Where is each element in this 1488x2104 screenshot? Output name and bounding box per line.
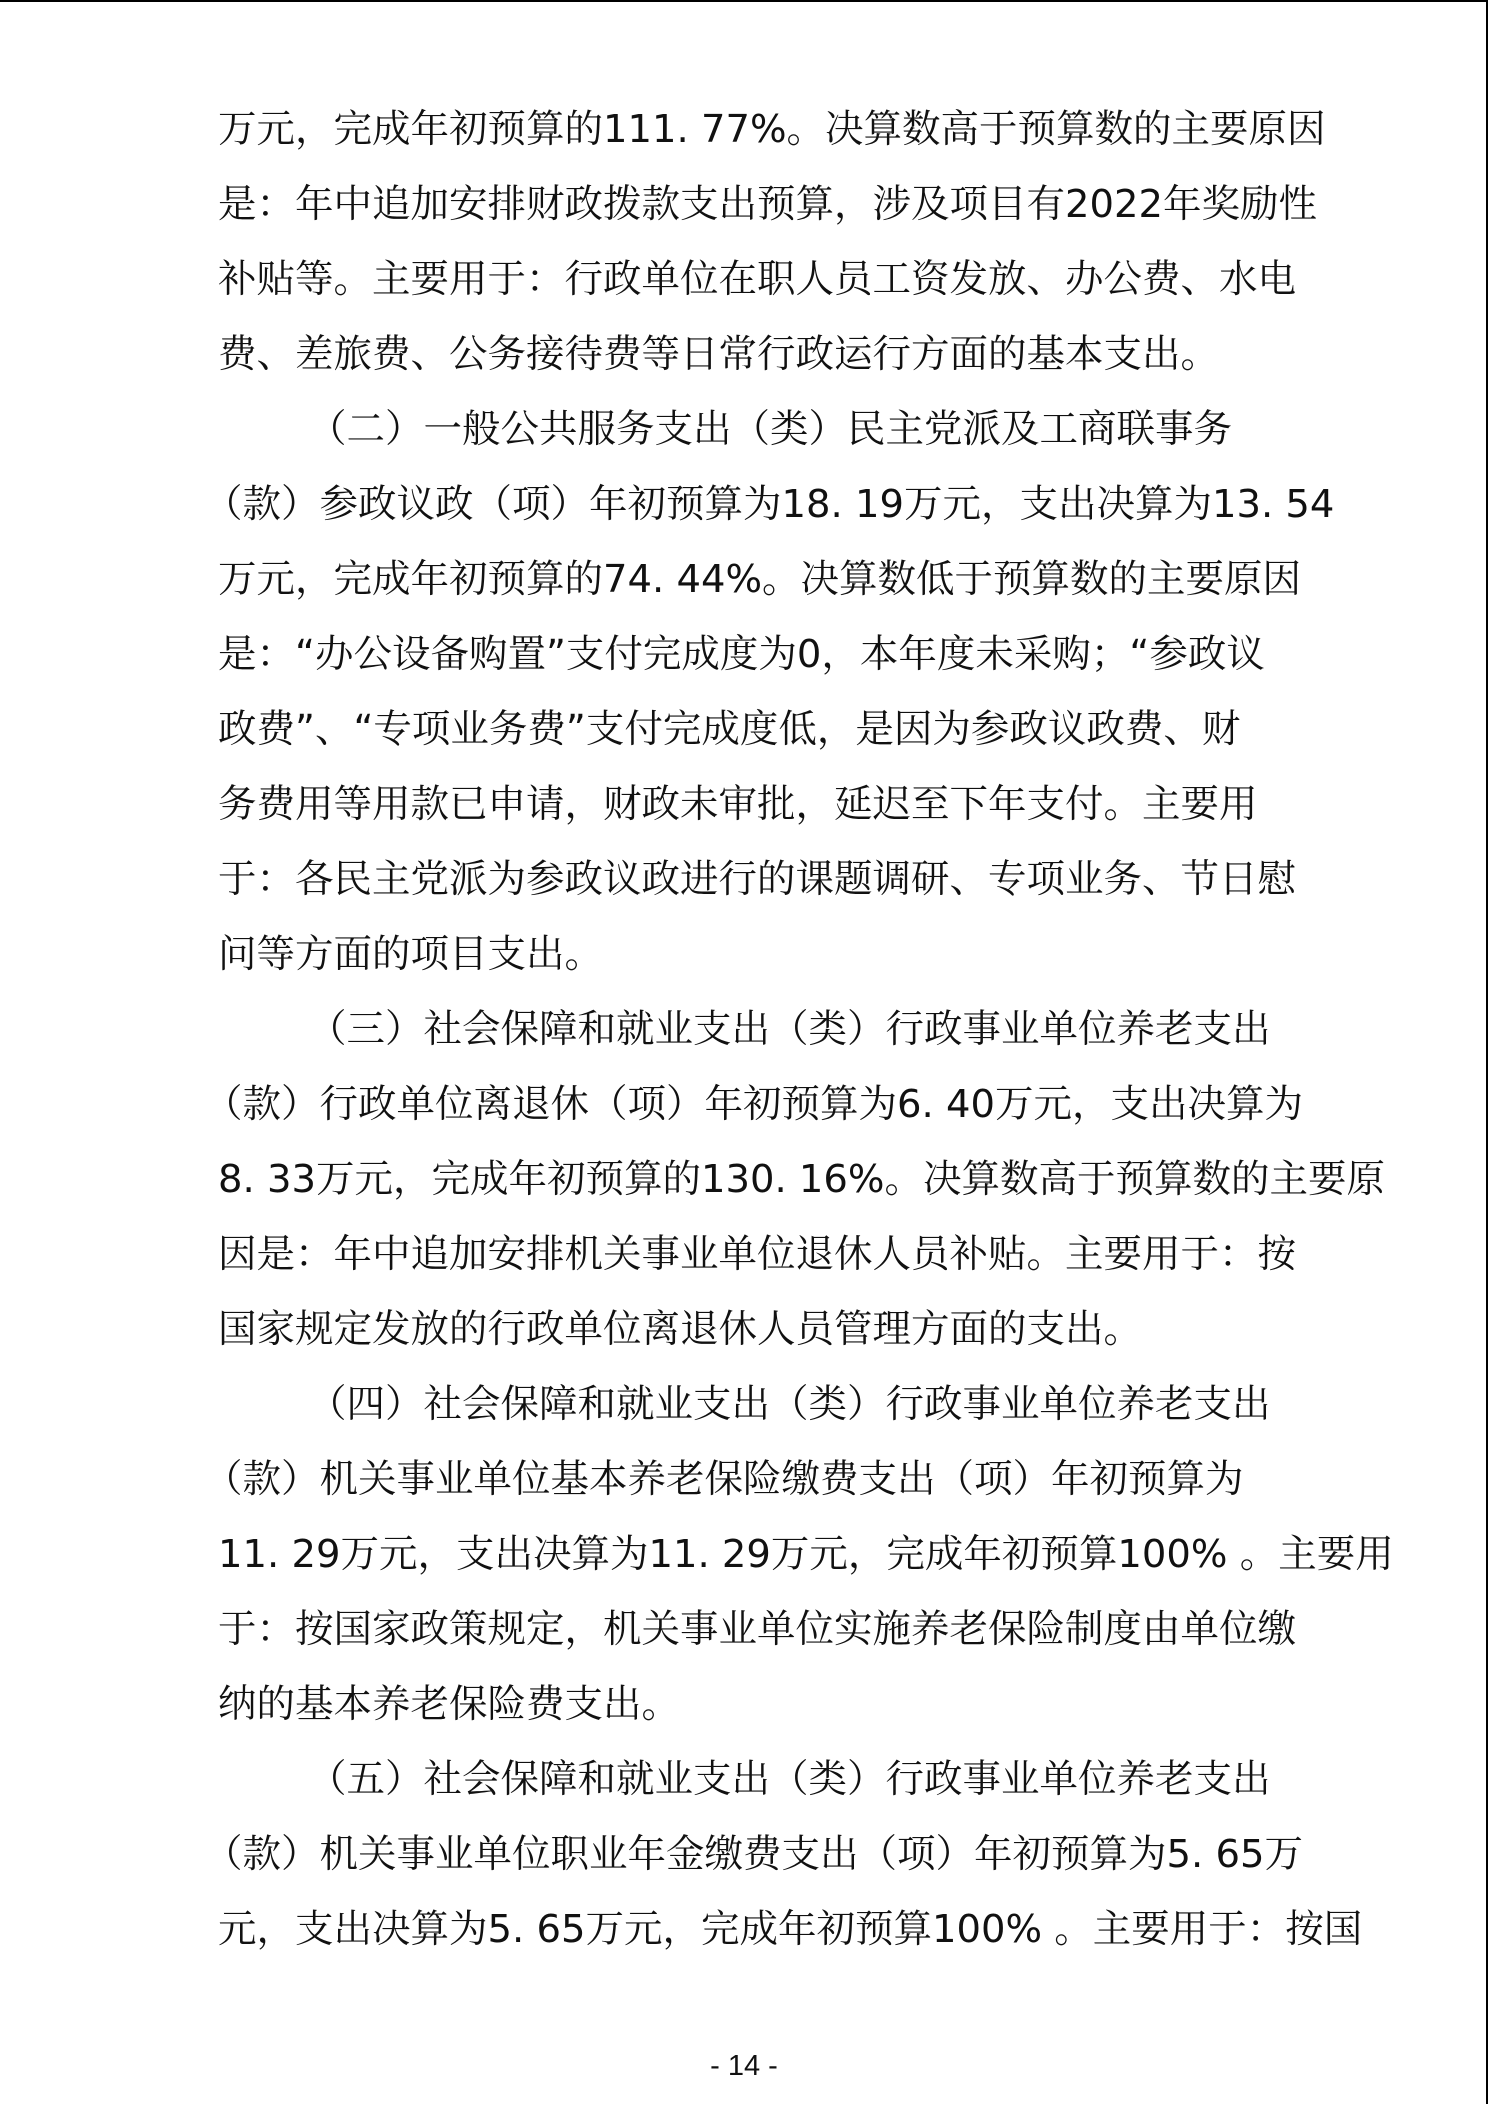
text-line: 8. 33万元，完成年初预算的130. 16%。决算数高于预算数的主要原 [218,1157,1385,1202]
text-line: （款）参政议政（项）年初预算为18. 19万元，支出决算为13. 54 [204,482,1335,527]
section-heading-5: （五）社会保障和就业支出（类）行政事业单位养老支出 [308,1757,1271,1802]
section-heading-3: （三）社会保障和就业支出（类）行政事业单位养老支出 [308,1007,1271,1052]
text-line: 万元，完成年初预算的111. 77%。决算数高于预算数的主要原因 [218,107,1326,152]
text-line: 于：各民主党派为参政议政进行的课题调研、专项业务、节日慰 [218,857,1297,902]
text-line: 务费用等用款已申请，财政未审批，延迟至下年支付。主要用 [218,782,1258,827]
text-line: 政费”、“专项业务费”支付完成度低，是因为参政议政费、财 [218,707,1241,752]
text-line: 元，支出决算为5. 65万元，完成年初预算100% 。主要用于：按国 [218,1907,1363,1952]
section-heading-4: （四）社会保障和就业支出（类）行政事业单位养老支出 [308,1382,1271,1427]
text-line: 是：年中追加安排财政拨款支出预算，涉及项目有2022年奖励性 [218,182,1317,227]
text-line: （款）机关事业单位职业年金缴费支出（项）年初预算为5. 65万 [204,1832,1303,1877]
text-line: （款）行政单位离退休（项）年初预算为6. 40万元，支出决算为 [204,1082,1303,1127]
text-line: 万元，完成年初预算的74. 44%。决算数低于预算数的主要原因 [218,557,1302,602]
text-line: 国家规定发放的行政单位离退休人员管理方面的支出。 [218,1307,1143,1352]
text-line: 于：按国家政策规定，机关事业单位实施养老保险制度由单位缴 [218,1607,1297,1652]
text-line: （款）机关事业单位基本养老保险缴费支出（项）年初预算为 [204,1457,1244,1502]
text-line: 因是：年中追加安排机关事业单位退休人员补贴。主要用于：按 [218,1232,1297,1277]
section-heading-2: （二）一般公共服务支出（类）民主党派及工商联事务 [308,407,1233,452]
text-line: 问等方面的项目支出。 [218,932,604,977]
text-line: 补贴等。主要用于：行政单位在职人员工资发放、办公费、水电 [218,257,1297,302]
page-number: - 14 - [710,2050,778,2082]
text-line: 纳的基本养老保险费支出。 [218,1682,681,1727]
text-line: 费、差旅费、公务接待费等日常行政运行方面的基本支出。 [218,332,1220,377]
text-line: 11. 29万元，支出决算为11. 29万元，完成年初预算100% 。主要用 [218,1532,1394,1577]
text-line: 是：“办公设备购置”支付完成度为0，本年度未采购；“参政议 [218,632,1265,677]
